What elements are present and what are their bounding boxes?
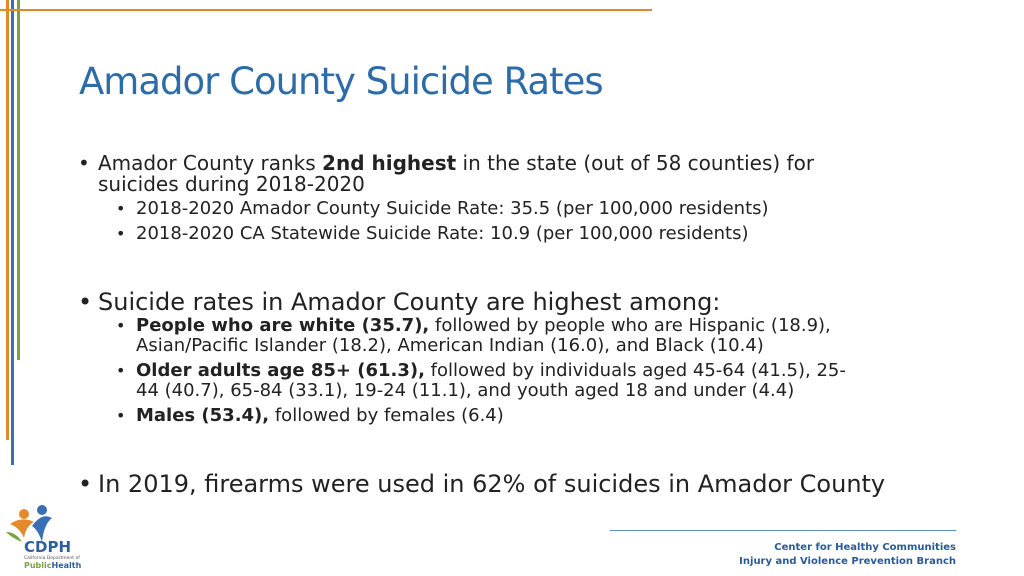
sub-bullet-age	[78, 361, 846, 401]
bullet-glyph: •	[116, 406, 126, 425]
footer-line-1: Center for Healthy Communities	[774, 542, 956, 553]
ranking-text-line2: suicides during 2018-2020	[98, 172, 365, 196]
bullet-glyph: •	[78, 470, 93, 498]
bullet-group-ranking	[78, 153, 814, 244]
slide-title: Amador County Suicide Rates	[79, 60, 603, 103]
accent-line-orange-vertical	[6, 0, 9, 440]
accent-line-green-vertical	[17, 0, 20, 360]
state-rate-text: 2018-2020 CA Statewide Suicide Rate: 10.9 (per 100,000 residents)	[136, 223, 749, 244]
sub-bullet-race	[78, 316, 846, 356]
logo-health-word: Health	[51, 561, 82, 570]
race-text-rest: followed by people who are Hispanic (18.9),	[429, 315, 831, 336]
sex-text-bold: Males (53.4),	[136, 405, 270, 426]
bullet-ranking	[78, 153, 814, 195]
bullet-highest-among	[78, 288, 846, 316]
race-text-bold: People who are white (35.7),	[136, 315, 430, 336]
logo-figure-head-orange	[19, 509, 29, 519]
footer-line-2: Injury and Violence Prevention Branch	[739, 556, 956, 567]
ranking-text-suffix: in the state (out of 58 counties) for	[456, 151, 815, 175]
logo-figure-green	[6, 532, 22, 542]
bullet-group-demographics	[78, 288, 846, 426]
county-rate-text: 2018-2020 Amador County Suicide Rate: 35.5 (per 100,000 residents)	[136, 198, 769, 219]
ranking-text-bold: 2nd highest	[322, 151, 457, 175]
accent-line-blue-vertical	[11, 0, 14, 465]
sex-text-rest: followed by females (6.4)	[269, 405, 504, 426]
highest-among-text: Suicide rates in Amador County are highest among:	[98, 288, 721, 316]
logo-figure-head-blue	[37, 505, 47, 515]
bullet-firearms	[78, 470, 885, 498]
logo-public-health	[24, 561, 82, 570]
bullet-glyph: •	[116, 224, 126, 243]
logo-subtitle: California Department of	[24, 556, 80, 561]
ranking-text-prefix: Amador County ranks	[98, 151, 323, 175]
logo-wordmark: CDPH	[24, 538, 72, 556]
age-text-bold: Older adults age 85+ (61.3),	[136, 360, 425, 381]
logo-public-word: Public	[24, 561, 52, 570]
sub-bullet-state-rate	[78, 224, 814, 244]
sub-bullet-county-rate	[78, 199, 814, 219]
accent-line-orange-horizontal	[0, 9, 652, 11]
bullet-glyph: •	[78, 288, 93, 316]
footer-branch-credit	[739, 541, 956, 569]
race-text-line2: Asian/Pacific Islander (18.2), American Indian (16.0), and Black (10.4)	[136, 335, 764, 356]
footer-divider	[610, 530, 956, 531]
age-text-rest: followed by individuals aged 45-64 (41.5), 25-	[424, 360, 846, 381]
bullet-glyph: •	[78, 151, 90, 175]
bullet-glyph: •	[116, 316, 126, 335]
sub-bullet-sex	[78, 406, 846, 426]
firearms-text: In 2019, firearms were used in 62% of suicides in Amador County	[98, 470, 886, 498]
bullet-glyph: •	[116, 199, 126, 218]
cdph-logo	[2, 502, 88, 572]
age-text-line2: 44 (40.7), 65-84 (33.1), 19-24 (11.1), and youth aged 18 and under (4.4)	[136, 380, 795, 401]
bullet-group-firearms	[78, 470, 885, 498]
bullet-glyph: •	[116, 361, 126, 380]
